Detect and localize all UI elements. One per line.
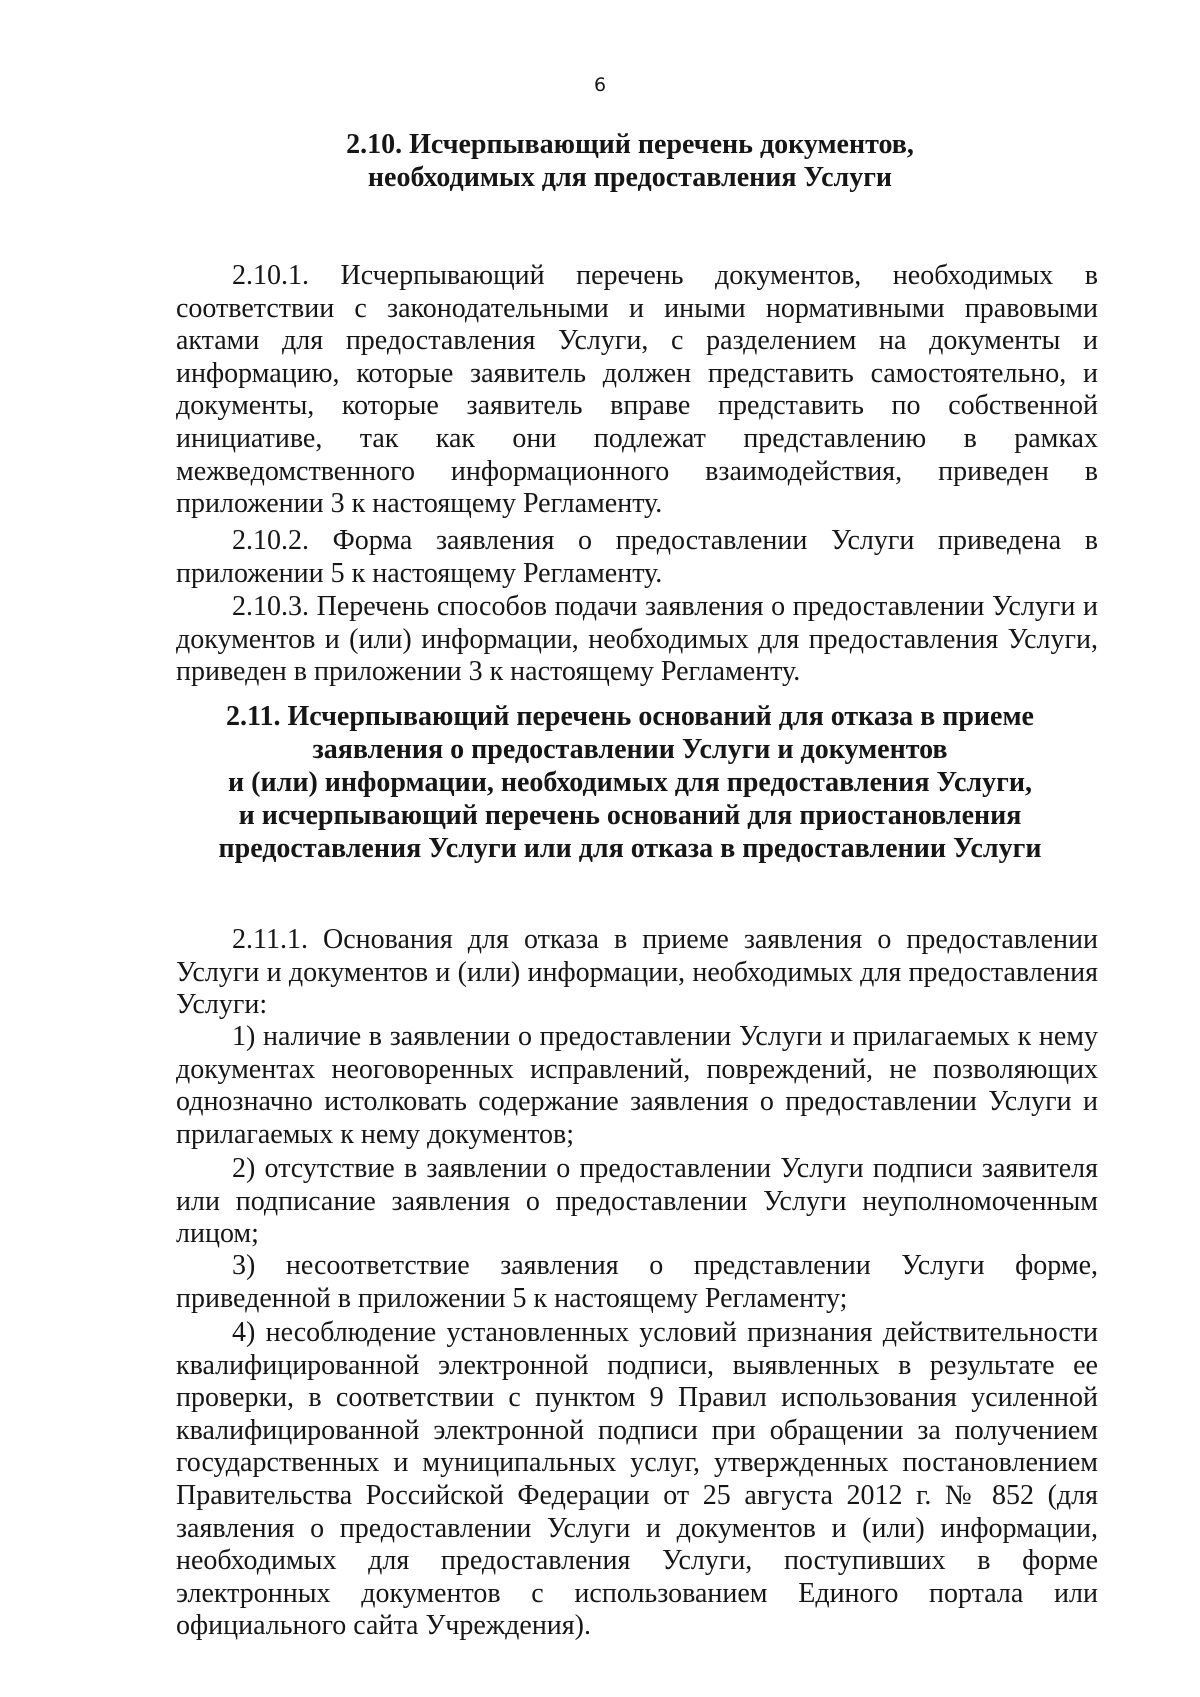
heading-line: 2.11. Исчерпывающий перечень оснований для отказа в приеме: [226, 701, 1034, 732]
paragraph-2-11-1: 2.11.1. Основания для отказа в приеме заявления о предоставлении Услуги и документов и (или) информации, необходимых для предоставления Услуги:: [176, 924, 1098, 1021]
heading-line: 2.10. Исчерпывающий перечень документов,: [346, 129, 914, 160]
list-item-4: 4) несоблюдение установленных условий признания действительности квалифицированной электронной подписи, выявленных в результате ее проверки, в соответствии с пунктом 9 Правил использования усиленной квалифицированной электронной подписи при обращении за получением государственных и муниципальных услуг, утвержденных постановлением Правительства Российской Федерации от 25 августа 2012 г. № 852 (для заявления о предоставлении Услуги и документов и (или) информации, необходимых для предоставления Услуги, поступивших в форме электронных документов с использованием Единого портала или официального сайта Учреждения).: [176, 1317, 1098, 1642]
heading-line: заявления о предоставлении Услуги и документов: [312, 734, 948, 765]
paragraph-2-10-1: 2.10.1. Исчерпывающий перечень документов, необходимых в соответствии с законодательными и иными нормативными правовыми актами для предоставления Услуги, с разделением на документы и информацию, которые заявитель должен представить самостоятельно, и документы, которые заявитель вправе представить по собственной инициативе, так как они подлежат представлению в рамках межведомственного информационного взаимодействия, приведен в приложении 3 к настоящему Регламенту.: [176, 260, 1098, 520]
page-number: 6: [593, 74, 607, 96]
section-2-11-heading: [170, 700, 1090, 865]
list-item-1: 1) наличие в заявлении о предоставлении Услуги и прилагаемых к нему документах неоговоренных исправлений, повреждений, не позволяющих однозначно истолковать содержание заявления о предоставлении Услуги и прилагаемых к нему документов;: [176, 1021, 1098, 1150]
paragraph-2-10-2: 2.10.2. Форма заявления о предоставлении Услуги приведена в приложении 5 к настоящему Регламенту.: [176, 525, 1098, 589]
list-item-2: 2) отсутствие в заявлении о предоставлении Услуги подписи заявителя или подписание заявления о предоставлении Услуги неуполномоченным лицом;: [176, 1153, 1098, 1250]
heading-line: необходимых для предоставления Услуги: [367, 162, 893, 193]
list-item-3: 3) несоответствие заявления о представлении Услуги форме, приведенной в приложении 5 к настоящему Регламенту;: [176, 1250, 1098, 1314]
paragraph-2-10-3: 2.10.3. Перечень способов подачи заявления о предоставлении Услуги и документов и (или) информации, необходимых для предоставления Услуги, приведен в приложении 3 к настоящему Регламенту.: [176, 591, 1098, 688]
heading-line: и исчерпывающий перечень оснований для приостановления: [238, 800, 1022, 831]
heading-line: и (или) информации, необходимых для предоставления Услуги,: [228, 767, 1032, 798]
heading-line: предоставления Услуги или для отказа в предоставлении Услуги: [218, 833, 1042, 864]
section-2-10-heading: [170, 128, 1090, 194]
